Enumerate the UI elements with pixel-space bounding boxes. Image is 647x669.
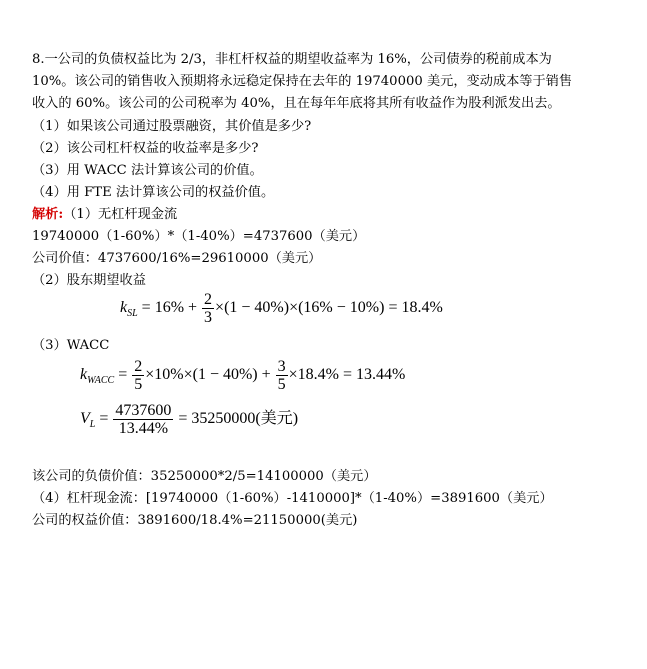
sub-question-2: （2）该公司杠杆权益的收益率是多少? <box>32 141 259 156</box>
sub-question-4: （4）用 FTE 法计算该公司的权益价值。 <box>32 185 275 200</box>
fraction-2-3: $\frac{2}{3}$ <box>204 291 213 326</box>
answer-label: 解析: <box>32 207 64 222</box>
equation-kwacc: $k_{WACC}$ = $\frac{2}{5}$ ×10%×(1 − 40%) + $\frac{3}{5}$ ×18.4% = 13.44% <box>80 358 406 393</box>
sub-question-3: （3）用 WACC 法计算该公司的价值。 <box>32 163 263 178</box>
answer-4-value: 公司的权益价值：3891600/18.4%=21150000(美元) <box>32 513 358 528</box>
question-line-3: 收入的 60%。该公司的公司税率为 40%，且在每年年底将其所有收益作为股利派发出去。 <box>32 96 561 111</box>
question-line-1: 8.一公司的负债权益比为 2/3，非杠杆权益的期望收益率为 16%，公司债券的税前成本为 <box>32 52 552 67</box>
answer-1-value: 公司价值：4737600/16%=29610000（美元） <box>32 251 322 266</box>
sub-question-1: （1）如果该公司通过股票融资，其价值是多少? <box>32 119 312 134</box>
fraction-3-5: $\frac{3}{5}$ <box>277 358 286 393</box>
answer-2-heading: （2）股东期望收益 <box>32 273 146 288</box>
fraction-vl: $\frac{4737600}{13.44\%}$ <box>115 402 172 437</box>
answer-1-heading: 解析:（1）无杠杆现金流 <box>32 207 178 222</box>
equation-ksl: $k_{SL} = 16\%$ + $\frac{2}{3}$ ×(1 − 40%)×(16% − 10%) = 18.4% <box>120 291 443 326</box>
question-line-2: 10%。该公司的销售收入预期将永远稳定保持在去年的 19740000 美元，变动成本等于销售 <box>32 74 573 89</box>
debt-value: 该公司的负债价值：35250000*2/5=14100000（美元） <box>32 469 377 484</box>
answer-3-heading: （3）WACC <box>32 338 110 353</box>
fraction-2-5: $\frac{2}{5}$ <box>134 358 143 393</box>
equation-vl: $V_L$ = $\frac{4737600}{13.44\%}$ = 35250000(美元) <box>80 402 299 437</box>
answer-4-calculation: （4）杠杆现金流：[19740000（1-60%）-1410000]*（1-40%）=3891600（美元） <box>32 491 553 506</box>
answer-1-calculation: 19740000（1-60%）*（1-40%）=4737600（美元） <box>32 229 366 244</box>
